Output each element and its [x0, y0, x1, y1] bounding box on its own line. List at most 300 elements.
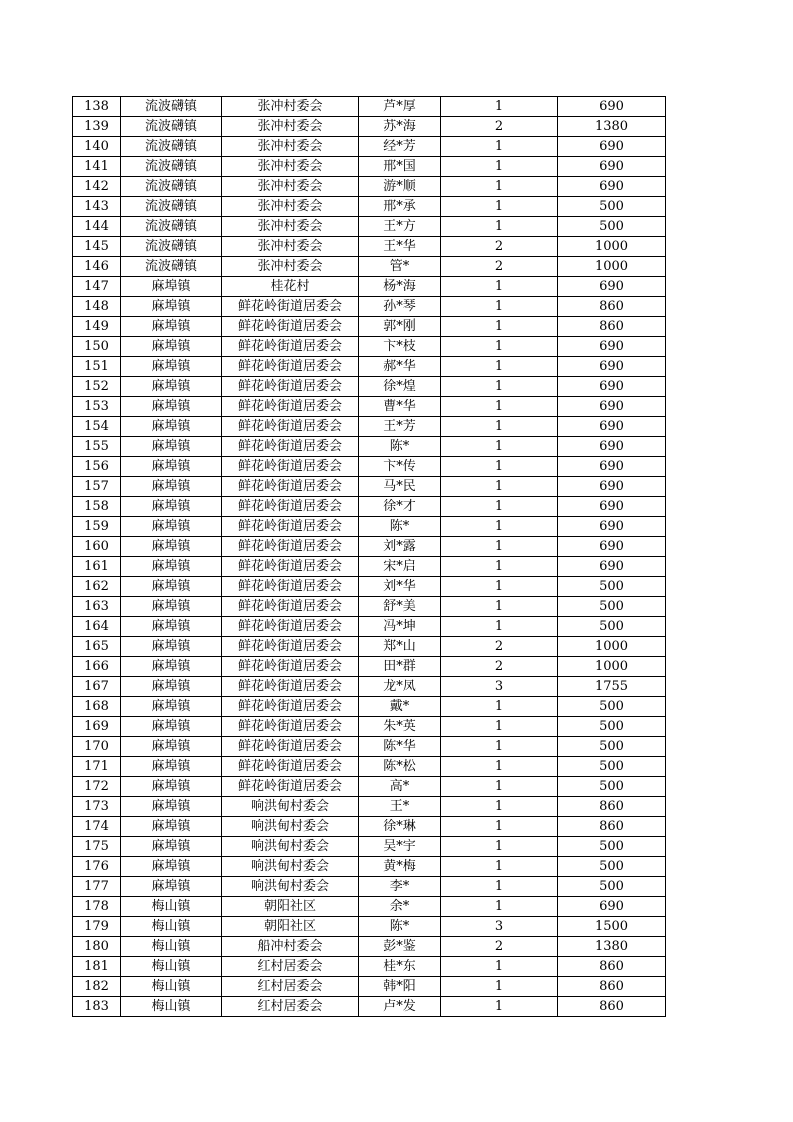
amount-cell: 860 [558, 957, 666, 977]
village-cell: 张冲村委会 [222, 137, 359, 157]
count-cell: 1 [441, 577, 558, 597]
name-cell: 桂*东 [359, 957, 441, 977]
count-cell: 1 [441, 717, 558, 737]
amount-cell: 1000 [558, 237, 666, 257]
village-cell: 鲜花岭街道居委会 [222, 297, 359, 317]
count-cell: 1 [441, 337, 558, 357]
amount-cell: 690 [558, 277, 666, 297]
table-row [73, 797, 666, 817]
name-cell: 杨*海 [359, 277, 441, 297]
count-cell: 1 [441, 317, 558, 337]
amount-cell: 500 [558, 777, 666, 797]
village-cell: 张冲村委会 [222, 117, 359, 137]
table-row [73, 417, 666, 437]
table-row [73, 517, 666, 537]
village-cell: 鲜花岭街道居委会 [222, 557, 359, 577]
town-cell: 麻埠镇 [121, 697, 222, 717]
town-cell: 梅山镇 [121, 897, 222, 917]
amount-cell: 1000 [558, 637, 666, 657]
village-cell: 鲜花岭街道居委会 [222, 457, 359, 477]
village-cell: 鲜花岭街道居委会 [222, 677, 359, 697]
count-cell: 1 [441, 197, 558, 217]
town-cell: 麻埠镇 [121, 877, 222, 897]
amount-cell: 690 [558, 337, 666, 357]
name-cell: 孙*琴 [359, 297, 441, 317]
name-cell: 陈*华 [359, 737, 441, 757]
village-cell: 鲜花岭街道居委会 [222, 537, 359, 557]
row-number-cell: 153 [73, 397, 121, 417]
count-cell: 1 [441, 557, 558, 577]
town-cell: 麻埠镇 [121, 437, 222, 457]
name-cell: 陈* [359, 437, 441, 457]
village-cell: 朝阳社区 [222, 917, 359, 937]
row-number-cell: 164 [73, 617, 121, 637]
name-cell: 郭*刚 [359, 317, 441, 337]
count-cell: 1 [441, 97, 558, 117]
row-number-cell: 138 [73, 97, 121, 117]
row-number-cell: 144 [73, 217, 121, 237]
row-number-cell: 167 [73, 677, 121, 697]
count-cell: 1 [441, 877, 558, 897]
count-cell: 1 [441, 477, 558, 497]
row-number-cell: 149 [73, 317, 121, 337]
amount-cell: 500 [558, 217, 666, 237]
town-cell: 麻埠镇 [121, 557, 222, 577]
row-number-cell: 168 [73, 697, 121, 717]
row-number-cell: 159 [73, 517, 121, 537]
amount-cell: 690 [558, 357, 666, 377]
name-cell: 徐*琳 [359, 817, 441, 837]
table-row [73, 817, 666, 837]
amount-cell: 500 [558, 697, 666, 717]
name-cell: 游*顺 [359, 177, 441, 197]
town-cell: 麻埠镇 [121, 297, 222, 317]
town-cell: 麻埠镇 [121, 857, 222, 877]
row-number-cell: 183 [73, 997, 121, 1017]
row-number-cell: 166 [73, 657, 121, 677]
amount-cell: 860 [558, 817, 666, 837]
amount-cell: 1000 [558, 257, 666, 277]
row-number-cell: 155 [73, 437, 121, 457]
row-number-cell: 139 [73, 117, 121, 137]
table-row [73, 257, 666, 277]
table-row [73, 877, 666, 897]
row-number-cell: 157 [73, 477, 121, 497]
amount-cell: 690 [558, 897, 666, 917]
table-row [73, 277, 666, 297]
table-row [73, 177, 666, 197]
row-number-cell: 140 [73, 137, 121, 157]
amount-cell: 690 [558, 97, 666, 117]
name-cell: 管* [359, 257, 441, 277]
row-number-cell: 160 [73, 537, 121, 557]
table-row [73, 397, 666, 417]
village-cell: 红村居委会 [222, 957, 359, 977]
name-cell: 郝*华 [359, 357, 441, 377]
town-cell: 麻埠镇 [121, 717, 222, 737]
village-cell: 响洪甸村委会 [222, 857, 359, 877]
table-row [73, 577, 666, 597]
table-row [73, 197, 666, 217]
count-cell: 2 [441, 237, 558, 257]
row-number-cell: 150 [73, 337, 121, 357]
amount-cell: 690 [558, 437, 666, 457]
village-cell: 响洪甸村委会 [222, 817, 359, 837]
count-cell: 1 [441, 797, 558, 817]
town-cell: 麻埠镇 [121, 737, 222, 757]
town-cell: 麻埠镇 [121, 497, 222, 517]
table-row [73, 97, 666, 117]
row-number-cell: 142 [73, 177, 121, 197]
name-cell: 曹*华 [359, 397, 441, 417]
amount-cell: 500 [558, 197, 666, 217]
name-cell: 余* [359, 897, 441, 917]
table-row [73, 737, 666, 757]
amount-cell: 690 [558, 397, 666, 417]
village-cell: 鲜花岭街道居委会 [222, 437, 359, 457]
name-cell: 宋*启 [359, 557, 441, 577]
table-row [73, 777, 666, 797]
village-cell: 响洪甸村委会 [222, 797, 359, 817]
name-cell: 陈* [359, 517, 441, 537]
name-cell: 冯*坤 [359, 617, 441, 637]
village-cell: 鲜花岭街道居委会 [222, 357, 359, 377]
count-cell: 1 [441, 597, 558, 617]
amount-cell: 860 [558, 297, 666, 317]
count-cell: 2 [441, 937, 558, 957]
table-row [73, 297, 666, 317]
table-row [73, 917, 666, 937]
table-row [73, 997, 666, 1017]
village-cell: 张冲村委会 [222, 177, 359, 197]
table-body [73, 97, 666, 1017]
amount-cell: 690 [558, 477, 666, 497]
count-cell: 1 [441, 537, 558, 557]
town-cell: 梅山镇 [121, 917, 222, 937]
table-row [73, 557, 666, 577]
town-cell: 麻埠镇 [121, 417, 222, 437]
amount-cell: 500 [558, 837, 666, 857]
name-cell: 陈* [359, 917, 441, 937]
row-number-cell: 165 [73, 637, 121, 657]
count-cell: 1 [441, 417, 558, 437]
data-table [72, 96, 666, 1017]
table-row [73, 757, 666, 777]
table-row [73, 937, 666, 957]
row-number-cell: 174 [73, 817, 121, 837]
town-cell: 流波礴镇 [121, 117, 222, 137]
count-cell: 2 [441, 117, 558, 137]
amount-cell: 500 [558, 877, 666, 897]
table-row [73, 677, 666, 697]
village-cell: 桂花村 [222, 277, 359, 297]
row-number-cell: 148 [73, 297, 121, 317]
table-row [73, 217, 666, 237]
town-cell: 流波礴镇 [121, 177, 222, 197]
amount-cell: 500 [558, 577, 666, 597]
village-cell: 鲜花岭街道居委会 [222, 477, 359, 497]
count-cell: 1 [441, 157, 558, 177]
name-cell: 陈*松 [359, 757, 441, 777]
village-cell: 鲜花岭街道居委会 [222, 697, 359, 717]
village-cell: 张冲村委会 [222, 217, 359, 237]
village-cell: 鲜花岭街道居委会 [222, 517, 359, 537]
count-cell: 1 [441, 777, 558, 797]
amount-cell: 690 [558, 377, 666, 397]
name-cell: 朱*英 [359, 717, 441, 737]
table-row [73, 317, 666, 337]
table-row [73, 637, 666, 657]
amount-cell: 860 [558, 977, 666, 997]
row-number-cell: 163 [73, 597, 121, 617]
name-cell: 田*群 [359, 657, 441, 677]
village-cell: 鲜花岭街道居委会 [222, 597, 359, 617]
name-cell: 高* [359, 777, 441, 797]
village-cell: 响洪甸村委会 [222, 837, 359, 857]
row-number-cell: 158 [73, 497, 121, 517]
name-cell: 彭*鉴 [359, 937, 441, 957]
row-number-cell: 145 [73, 237, 121, 257]
amount-cell: 860 [558, 997, 666, 1017]
count-cell: 1 [441, 357, 558, 377]
town-cell: 麻埠镇 [121, 637, 222, 657]
amount-cell: 1755 [558, 677, 666, 697]
count-cell: 1 [441, 997, 558, 1017]
town-cell: 麻埠镇 [121, 617, 222, 637]
amount-cell: 690 [558, 137, 666, 157]
village-cell: 张冲村委会 [222, 197, 359, 217]
amount-cell: 500 [558, 737, 666, 757]
row-number-cell: 156 [73, 457, 121, 477]
name-cell: 王*芳 [359, 417, 441, 437]
count-cell: 1 [441, 457, 558, 477]
name-cell: 戴* [359, 697, 441, 717]
table-row [73, 457, 666, 477]
count-cell: 1 [441, 517, 558, 537]
row-number-cell: 154 [73, 417, 121, 437]
count-cell: 1 [441, 137, 558, 157]
count-cell: 1 [441, 297, 558, 317]
village-cell: 鲜花岭街道居委会 [222, 657, 359, 677]
name-cell: 卢*发 [359, 997, 441, 1017]
town-cell: 麻埠镇 [121, 817, 222, 837]
amount-cell: 690 [558, 497, 666, 517]
count-cell: 1 [441, 277, 558, 297]
town-cell: 麻埠镇 [121, 517, 222, 537]
town-cell: 流波礴镇 [121, 197, 222, 217]
village-cell: 船冲村委会 [222, 937, 359, 957]
row-number-cell: 170 [73, 737, 121, 757]
village-cell: 鲜花岭街道居委会 [222, 337, 359, 357]
count-cell: 1 [441, 497, 558, 517]
village-cell: 鲜花岭街道居委会 [222, 497, 359, 517]
town-cell: 流波礴镇 [121, 97, 222, 117]
row-number-cell: 176 [73, 857, 121, 877]
town-cell: 麻埠镇 [121, 837, 222, 857]
table-row [73, 237, 666, 257]
table-row [73, 597, 666, 617]
name-cell: 邢*国 [359, 157, 441, 177]
town-cell: 麻埠镇 [121, 457, 222, 477]
name-cell: 卞*枝 [359, 337, 441, 357]
village-cell: 鲜花岭街道居委会 [222, 377, 359, 397]
amount-cell: 860 [558, 797, 666, 817]
town-cell: 梅山镇 [121, 937, 222, 957]
amount-cell: 500 [558, 617, 666, 637]
table-row [73, 137, 666, 157]
table-row [73, 357, 666, 377]
count-cell: 1 [441, 437, 558, 457]
village-cell: 鲜花岭街道居委会 [222, 777, 359, 797]
table-row [73, 697, 666, 717]
row-number-cell: 173 [73, 797, 121, 817]
town-cell: 流波礴镇 [121, 157, 222, 177]
count-cell: 1 [441, 617, 558, 637]
village-cell: 鲜花岭街道居委会 [222, 577, 359, 597]
village-cell: 鲜花岭街道居委会 [222, 417, 359, 437]
row-number-cell: 175 [73, 837, 121, 857]
row-number-cell: 162 [73, 577, 121, 597]
name-cell: 黄*梅 [359, 857, 441, 877]
name-cell: 徐*才 [359, 497, 441, 517]
table-row [73, 437, 666, 457]
table-row [73, 157, 666, 177]
amount-cell: 500 [558, 757, 666, 777]
count-cell: 1 [441, 397, 558, 417]
count-cell: 2 [441, 657, 558, 677]
town-cell: 麻埠镇 [121, 477, 222, 497]
village-cell: 朝阳社区 [222, 897, 359, 917]
town-cell: 麻埠镇 [121, 357, 222, 377]
name-cell: 郑*山 [359, 637, 441, 657]
row-number-cell: 151 [73, 357, 121, 377]
town-cell: 麻埠镇 [121, 337, 222, 357]
amount-cell: 690 [558, 537, 666, 557]
name-cell: 马*民 [359, 477, 441, 497]
count-cell: 1 [441, 757, 558, 777]
count-cell: 1 [441, 977, 558, 997]
name-cell: 韩*阳 [359, 977, 441, 997]
name-cell: 李* [359, 877, 441, 897]
town-cell: 麻埠镇 [121, 317, 222, 337]
name-cell: 刘*华 [359, 577, 441, 597]
row-number-cell: 180 [73, 937, 121, 957]
village-cell: 鲜花岭街道居委会 [222, 397, 359, 417]
table-row [73, 897, 666, 917]
village-cell: 鲜花岭街道居委会 [222, 617, 359, 637]
table-row [73, 377, 666, 397]
village-cell: 红村居委会 [222, 977, 359, 997]
row-number-cell: 182 [73, 977, 121, 997]
town-cell: 麻埠镇 [121, 657, 222, 677]
town-cell: 麻埠镇 [121, 797, 222, 817]
row-number-cell: 141 [73, 157, 121, 177]
amount-cell: 500 [558, 717, 666, 737]
village-cell: 鲜花岭街道居委会 [222, 737, 359, 757]
row-number-cell: 152 [73, 377, 121, 397]
name-cell: 邢*承 [359, 197, 441, 217]
village-cell: 张冲村委会 [222, 97, 359, 117]
table-row [73, 977, 666, 997]
village-cell: 张冲村委会 [222, 157, 359, 177]
count-cell: 3 [441, 677, 558, 697]
village-cell: 响洪甸村委会 [222, 877, 359, 897]
name-cell: 徐*煌 [359, 377, 441, 397]
count-cell: 1 [441, 817, 558, 837]
amount-cell: 1380 [558, 117, 666, 137]
village-cell: 鲜花岭街道居委会 [222, 637, 359, 657]
row-number-cell: 143 [73, 197, 121, 217]
count-cell: 1 [441, 897, 558, 917]
name-cell: 吴*宇 [359, 837, 441, 857]
table-row [73, 497, 666, 517]
row-number-cell: 178 [73, 897, 121, 917]
count-cell: 1 [441, 697, 558, 717]
town-cell: 麻埠镇 [121, 277, 222, 297]
table-row [73, 477, 666, 497]
name-cell: 王*华 [359, 237, 441, 257]
table-row [73, 117, 666, 137]
count-cell: 1 [441, 177, 558, 197]
table-row [73, 837, 666, 857]
amount-cell: 1000 [558, 657, 666, 677]
town-cell: 梅山镇 [121, 977, 222, 997]
count-cell: 1 [441, 737, 558, 757]
town-cell: 麻埠镇 [121, 577, 222, 597]
amount-cell: 690 [558, 177, 666, 197]
village-cell: 鲜花岭街道居委会 [222, 317, 359, 337]
town-cell: 流波礴镇 [121, 217, 222, 237]
table-row [73, 537, 666, 557]
amount-cell: 1500 [558, 917, 666, 937]
name-cell: 芦*厚 [359, 97, 441, 117]
town-cell: 流波礴镇 [121, 257, 222, 277]
village-cell: 鲜花岭街道居委会 [222, 757, 359, 777]
town-cell: 麻埠镇 [121, 777, 222, 797]
row-number-cell: 169 [73, 717, 121, 737]
amount-cell: 1380 [558, 937, 666, 957]
row-number-cell: 179 [73, 917, 121, 937]
table-row [73, 857, 666, 877]
name-cell: 苏*海 [359, 117, 441, 137]
name-cell: 龙*凤 [359, 677, 441, 697]
count-cell: 1 [441, 377, 558, 397]
town-cell: 流波礴镇 [121, 237, 222, 257]
name-cell: 卞*传 [359, 457, 441, 477]
name-cell: 经*芳 [359, 137, 441, 157]
count-cell: 2 [441, 257, 558, 277]
name-cell: 王*方 [359, 217, 441, 237]
town-cell: 流波礴镇 [121, 137, 222, 157]
amount-cell: 690 [558, 557, 666, 577]
town-cell: 麻埠镇 [121, 377, 222, 397]
table-row [73, 337, 666, 357]
name-cell: 刘*露 [359, 537, 441, 557]
amount-cell: 860 [558, 317, 666, 337]
table-row [73, 957, 666, 977]
town-cell: 梅山镇 [121, 997, 222, 1017]
town-cell: 麻埠镇 [121, 537, 222, 557]
town-cell: 麻埠镇 [121, 677, 222, 697]
town-cell: 麻埠镇 [121, 397, 222, 417]
row-number-cell: 177 [73, 877, 121, 897]
row-number-cell: 171 [73, 757, 121, 777]
row-number-cell: 146 [73, 257, 121, 277]
amount-cell: 690 [558, 517, 666, 537]
name-cell: 舒*美 [359, 597, 441, 617]
row-number-cell: 172 [73, 777, 121, 797]
village-cell: 鲜花岭街道居委会 [222, 717, 359, 737]
